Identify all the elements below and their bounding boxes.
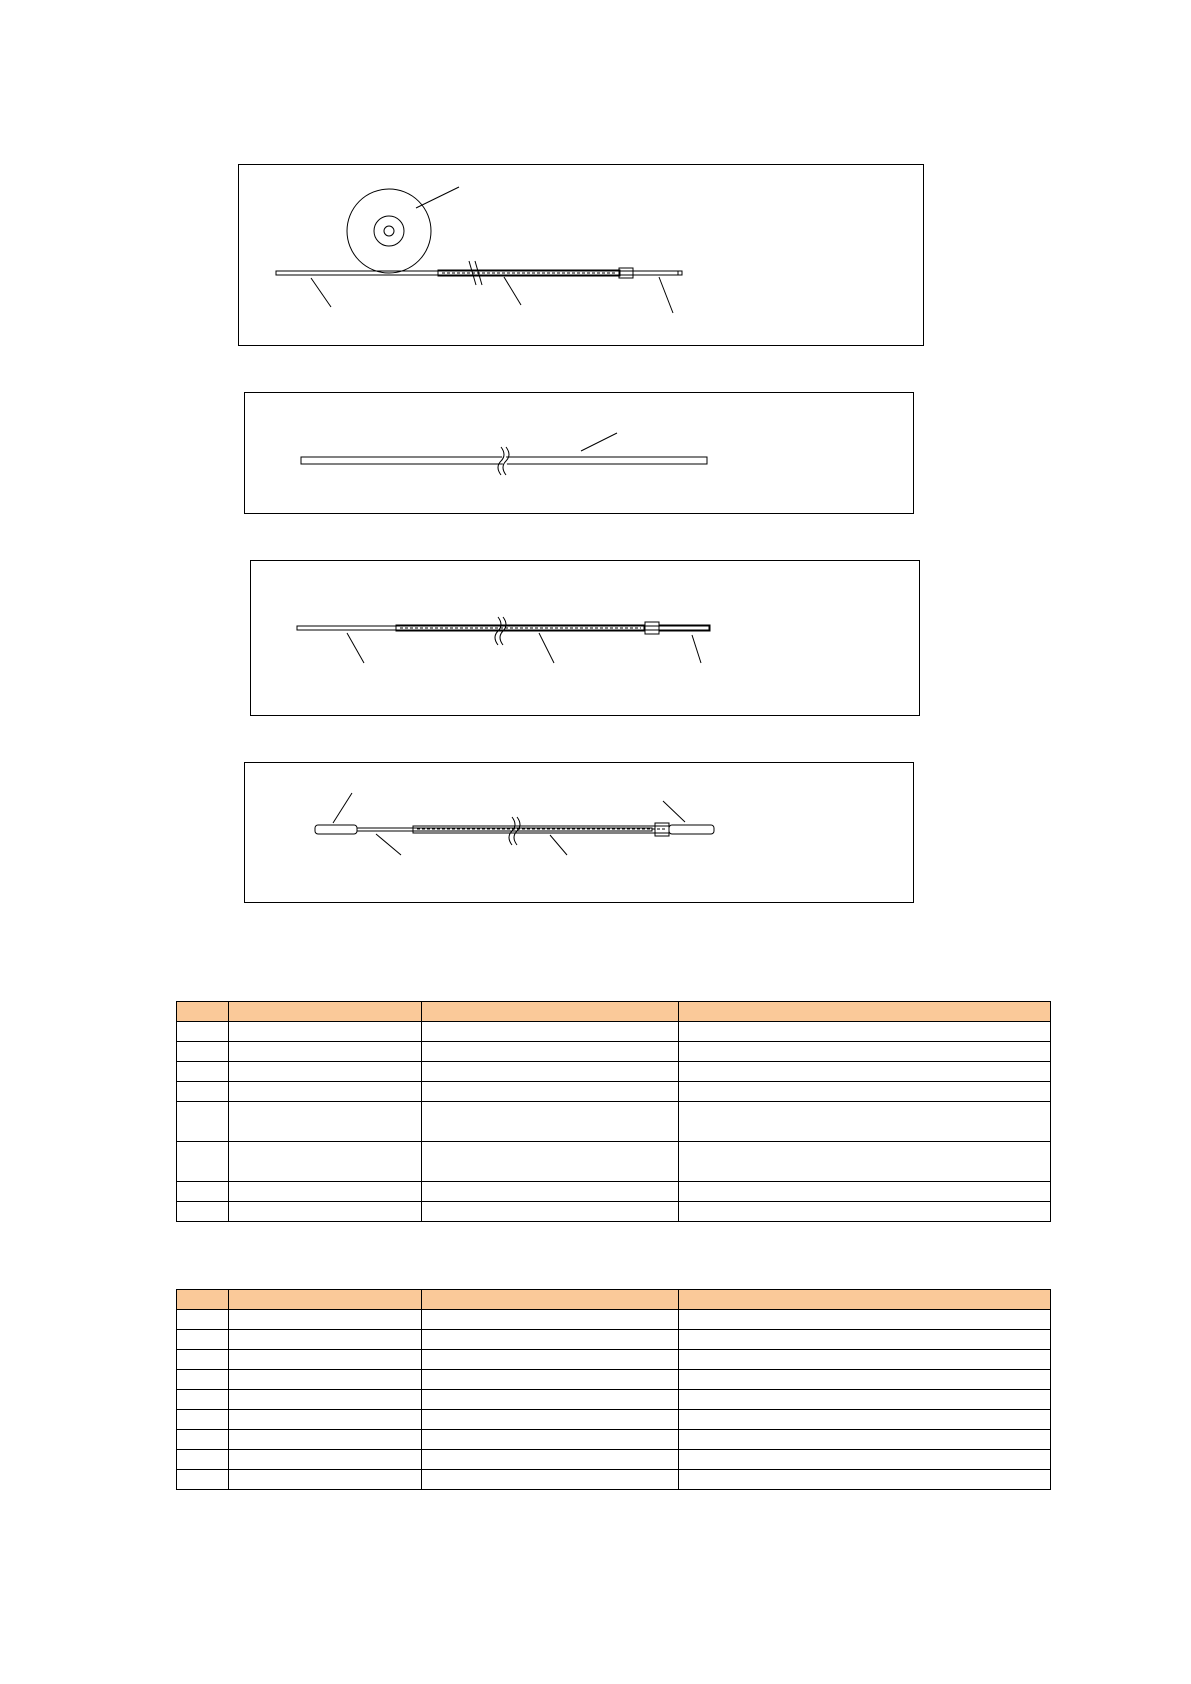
header-cell [229, 1290, 422, 1310]
table-cell [422, 1450, 679, 1470]
table-cell [177, 1330, 229, 1350]
table-cell [679, 1450, 1051, 1470]
leader-sleeve [504, 277, 521, 305]
table-cell [679, 1470, 1051, 1490]
table-cell [679, 1350, 1051, 1370]
leader-cable [581, 433, 617, 451]
table-cell [177, 1022, 229, 1042]
table-cell [679, 1202, 1051, 1222]
table-cell [177, 1470, 229, 1490]
cable-with-end-fittings-drawing [245, 763, 915, 904]
header-cell [422, 1002, 679, 1022]
table-cell [679, 1430, 1051, 1450]
table-cell [177, 1370, 229, 1390]
table-cell [229, 1390, 422, 1410]
leader-end [692, 635, 701, 663]
table-cell [679, 1142, 1051, 1182]
figure-assembly-with-reel [238, 164, 924, 346]
header-cell [229, 1002, 422, 1022]
table-header-row [177, 1290, 1051, 1310]
table-cell [177, 1202, 229, 1222]
table-cell [422, 1470, 679, 1490]
table-cell [422, 1370, 679, 1390]
table-cell [229, 1370, 422, 1390]
leader-sleeve [550, 835, 567, 855]
table-cell [422, 1430, 679, 1450]
braided-sleeve [413, 826, 669, 833]
table-cell [422, 1182, 679, 1202]
table-row [177, 1102, 1051, 1142]
table-row [177, 1182, 1051, 1202]
table-row [177, 1350, 1051, 1370]
table-cell [679, 1310, 1051, 1330]
table-row [177, 1062, 1051, 1082]
leader-wire [376, 834, 401, 855]
parts-table-1 [176, 1001, 1051, 1222]
table-cell [229, 1310, 422, 1330]
table-cell [177, 1310, 229, 1330]
table-cell [679, 1082, 1051, 1102]
table-cell [679, 1410, 1051, 1430]
table-cell [422, 1202, 679, 1222]
leader-wire [311, 278, 331, 307]
table-cell [229, 1042, 422, 1062]
header-cell [422, 1290, 679, 1310]
table-cell [422, 1390, 679, 1410]
table-cell [679, 1062, 1051, 1082]
header-cell [177, 1290, 229, 1310]
table-cell [422, 1330, 679, 1350]
figure-cable-with-end-fittings [244, 762, 914, 903]
header-cell [177, 1002, 229, 1022]
table-cell [177, 1350, 229, 1370]
table-cell [679, 1370, 1051, 1390]
table-cell [229, 1410, 422, 1430]
table-cell [679, 1022, 1051, 1042]
table-row [177, 1330, 1051, 1350]
table-cell [177, 1390, 229, 1410]
table-cell [229, 1182, 422, 1202]
table-row [177, 1410, 1051, 1430]
table-cell [422, 1022, 679, 1042]
table-cell [422, 1082, 679, 1102]
braided-cable-drawing [251, 561, 921, 717]
header-cell [679, 1002, 1051, 1022]
table-cell [679, 1102, 1051, 1142]
end-fitting-left [315, 825, 357, 834]
table-row [177, 1082, 1051, 1102]
leader-wire [347, 633, 364, 663]
table-cell [679, 1182, 1051, 1202]
assembly-with-reel-drawing [239, 165, 925, 347]
leader-sleeve [539, 633, 554, 663]
table-cell [177, 1430, 229, 1450]
ferrule [645, 622, 659, 634]
single-cable-drawing [245, 393, 915, 515]
leader-fitting-right [663, 801, 685, 822]
table-cell [177, 1142, 229, 1182]
table-cell [679, 1390, 1051, 1410]
table-row [177, 1430, 1051, 1450]
table-cell [229, 1202, 422, 1222]
table-row [177, 1470, 1051, 1490]
table-cell [229, 1470, 422, 1490]
table-cell [229, 1430, 422, 1450]
table-row [177, 1202, 1051, 1222]
table-cell [422, 1350, 679, 1370]
table-cell [229, 1102, 422, 1142]
ferrule [619, 268, 633, 278]
table-row [177, 1310, 1051, 1330]
table-cell [229, 1142, 422, 1182]
table-cell [679, 1042, 1051, 1062]
figure-single-cable [244, 392, 914, 514]
end-tube [633, 271, 682, 275]
table-cell [177, 1062, 229, 1082]
table-cell [177, 1450, 229, 1470]
table-cell [177, 1082, 229, 1102]
table-cell [679, 1330, 1051, 1350]
table-cell [229, 1350, 422, 1370]
reel-hub [374, 216, 404, 246]
reel-center [384, 226, 394, 236]
leader-fitting-left [333, 793, 352, 823]
table-cell [177, 1102, 229, 1142]
table-cell [422, 1102, 679, 1142]
header-cell [679, 1290, 1051, 1310]
table-cell [177, 1410, 229, 1430]
table-row [177, 1142, 1051, 1182]
table-cell [229, 1330, 422, 1350]
table-cell [229, 1062, 422, 1082]
table-header-row [177, 1002, 1051, 1022]
leader-reel [416, 187, 459, 208]
table-cell [422, 1142, 679, 1182]
table-row [177, 1042, 1051, 1062]
end-fitting-right [669, 825, 714, 834]
figure-braided-cable [250, 560, 920, 716]
table-cell [229, 1022, 422, 1042]
table-cell [177, 1182, 229, 1202]
leader-end [659, 277, 673, 313]
table-cell [177, 1042, 229, 1062]
table-cell [422, 1410, 679, 1430]
table-cell [229, 1082, 422, 1102]
table-row [177, 1390, 1051, 1410]
table-row [177, 1370, 1051, 1390]
table-cell [422, 1062, 679, 1082]
reel-outer [347, 189, 431, 273]
parts-table-2 [176, 1289, 1051, 1490]
table-cell [422, 1042, 679, 1062]
table-row [177, 1022, 1051, 1042]
table-row [177, 1450, 1051, 1470]
table-cell [422, 1310, 679, 1330]
table-cell [229, 1450, 422, 1470]
